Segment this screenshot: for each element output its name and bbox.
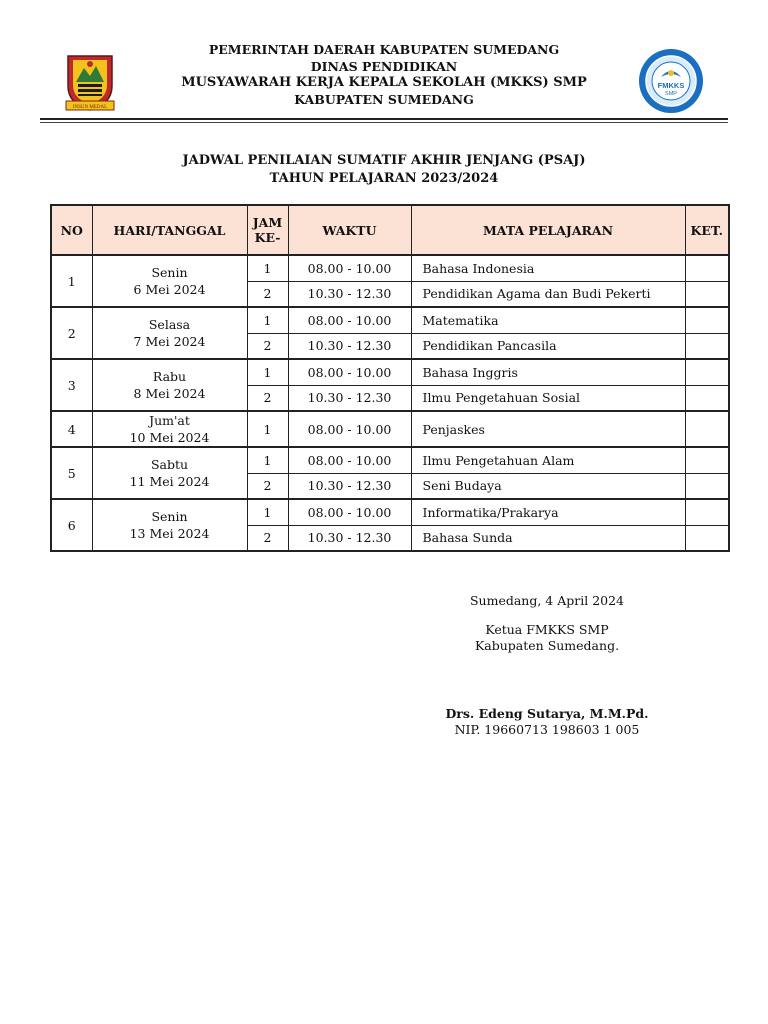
title-line-2: TAHUN PELAJARAN 2023/2024 (269, 170, 499, 186)
cell-ket (685, 255, 729, 281)
cell-waktu: 10.30 - 12.30 (288, 333, 411, 359)
table-row (51, 359, 729, 385)
cell-hari-tanggal (92, 499, 247, 551)
schedule-body (51, 255, 729, 551)
cell-jam-ke: 1 (247, 359, 288, 385)
header-jam-line-1: JAM (252, 215, 283, 230)
table-row (51, 255, 729, 281)
signature-nip: NIP. 19660713 198603 1 005 (454, 722, 640, 737)
cell-mata-pelajaran: Bahasa Sunda (411, 525, 685, 551)
cell-jam-ke: 2 (247, 333, 288, 359)
cell-ket (685, 525, 729, 551)
cell-mata-pelajaran: Ilmu Pengetahuan Alam (411, 447, 685, 473)
letterhead-line-3: MUSYAWARAH KERJA KEPALA SEKOLAH (MKKS) SMP (181, 75, 587, 90)
cell-tanggal: 10 Mei 2024 (129, 430, 210, 445)
cell-hari-tanggal (92, 359, 247, 411)
header-jam-line-2: KE- (254, 230, 281, 245)
title-line-1: JADWAL PENILAIAN SUMATIF AKHIR JENJANG (PSAJ) (182, 153, 586, 168)
fmkks-logo-text: FMKKS (657, 81, 685, 90)
signature-name: Drs. Edeng Sutarya, M.M.Pd. (445, 706, 649, 721)
cell-tanggal: 6 Mei 2024 (133, 282, 206, 297)
cell-no: 3 (51, 359, 92, 411)
cell-hari: Rabu (152, 369, 187, 384)
cell-waktu: 08.00 - 10.00 (288, 255, 411, 281)
cell-waktu: 10.30 - 12.30 (288, 525, 411, 551)
cell-ket (685, 499, 729, 525)
cell-mata-pelajaran: Penjaskes (411, 411, 685, 447)
cell-mata-pelajaran: Informatika/Prakarya (411, 499, 685, 525)
cell-hari-tanggal (92, 255, 247, 307)
letterhead-line-4: KABUPATEN SUMEDANG (294, 91, 474, 107)
cell-mata-pelajaran: Seni Budaya (411, 473, 685, 499)
signature-role: Ketua FMKKS SMP (485, 622, 609, 637)
header-no: NO (51, 205, 92, 255)
cell-mata-pelajaran: Bahasa Inggris (411, 359, 685, 385)
header-hari-tanggal: HARI/TANGGAL (92, 205, 247, 255)
cell-hari-tanggal (92, 447, 247, 499)
cell-ket (685, 359, 729, 385)
cell-hari: Senin (151, 265, 188, 280)
letterhead (0, 42, 768, 108)
cell-ket (685, 411, 729, 447)
cell-hari-tanggal (92, 411, 247, 447)
cell-jam-ke: 1 (247, 255, 288, 281)
cell-hari-tanggal (92, 307, 247, 359)
cell-no: 1 (51, 255, 92, 307)
cell-waktu: 08.00 - 10.00 (288, 499, 411, 525)
cell-no: 4 (51, 411, 92, 447)
cell-hari: Selasa (148, 317, 191, 332)
cell-waktu: 10.30 - 12.30 (288, 473, 411, 499)
cell-waktu: 10.30 - 12.30 (288, 281, 411, 307)
cell-waktu: 08.00 - 10.00 (288, 411, 411, 447)
cell-mata-pelajaran: Bahasa Indonesia (411, 255, 685, 281)
cell-ket (685, 333, 729, 359)
cell-jam-ke: 1 (247, 447, 288, 473)
header-mata-pelajaran: MATA PELAJARAN (411, 205, 685, 255)
cell-jam-ke: 1 (247, 499, 288, 525)
cell-tanggal: 11 Mei 2024 (129, 474, 210, 489)
letterhead-divider-thin (40, 122, 728, 123)
cell-ket (685, 307, 729, 333)
document-title (0, 152, 768, 187)
cell-jam-ke: 1 (247, 411, 288, 447)
header-jam-ke (247, 205, 288, 255)
cell-jam-ke: 2 (247, 525, 288, 551)
cell-jam-ke: 2 (247, 473, 288, 499)
cell-jam-ke: 1 (247, 307, 288, 333)
cell-hari: Senin (151, 509, 188, 524)
crest-motto: INSUN MEDAL (72, 105, 108, 110)
cell-jam-ke: 2 (247, 385, 288, 411)
cell-ket (685, 281, 729, 307)
cell-tanggal: 13 Mei 2024 (129, 526, 210, 541)
signature-region: Kabupaten Sumedang. (474, 638, 620, 653)
cell-tanggal: 8 Mei 2024 (133, 386, 206, 401)
cell-no: 2 (51, 307, 92, 359)
cell-mata-pelajaran: Pendidikan Pancasila (411, 333, 685, 359)
table-row (51, 499, 729, 525)
cell-no: 6 (51, 499, 92, 551)
letterhead-divider-thick (40, 118, 728, 120)
cell-waktu: 10.30 - 12.30 (288, 385, 411, 411)
header-waktu: WAKTU (288, 205, 411, 255)
schedule-table (50, 204, 730, 552)
cell-mata-pelajaran: Pendidikan Agama dan Budi Pekerti (411, 281, 685, 307)
signature-place-date: Sumedang, 4 April 2024 (469, 593, 625, 608)
cell-mata-pelajaran: Ilmu Pengetahuan Sosial (411, 385, 685, 411)
cell-hari: Sabtu (150, 457, 189, 472)
fmkks-logo-subtext: SMP (665, 91, 677, 97)
cell-no: 5 (51, 447, 92, 499)
table-header-row (51, 205, 729, 255)
cell-hari: Jum'at (149, 413, 190, 428)
table-row (51, 307, 729, 333)
cell-waktu: 08.00 - 10.00 (288, 307, 411, 333)
cell-waktu: 08.00 - 10.00 (288, 447, 411, 473)
cell-jam-ke: 2 (247, 281, 288, 307)
table-row (51, 447, 729, 473)
cell-ket (685, 385, 729, 411)
cell-ket (685, 447, 729, 473)
cell-ket (685, 473, 729, 499)
letterhead-line-1: PEMERINTAH DAERAH KABUPATEN SUMEDANG (208, 42, 560, 57)
cell-mata-pelajaran: Matematika (411, 307, 685, 333)
cell-tanggal: 7 Mei 2024 (133, 334, 206, 349)
header-ket: KET. (685, 205, 729, 255)
letterhead-line-2: DINAS PENDIDIKAN (310, 58, 458, 74)
cell-waktu: 08.00 - 10.00 (288, 359, 411, 385)
table-row (51, 411, 729, 447)
